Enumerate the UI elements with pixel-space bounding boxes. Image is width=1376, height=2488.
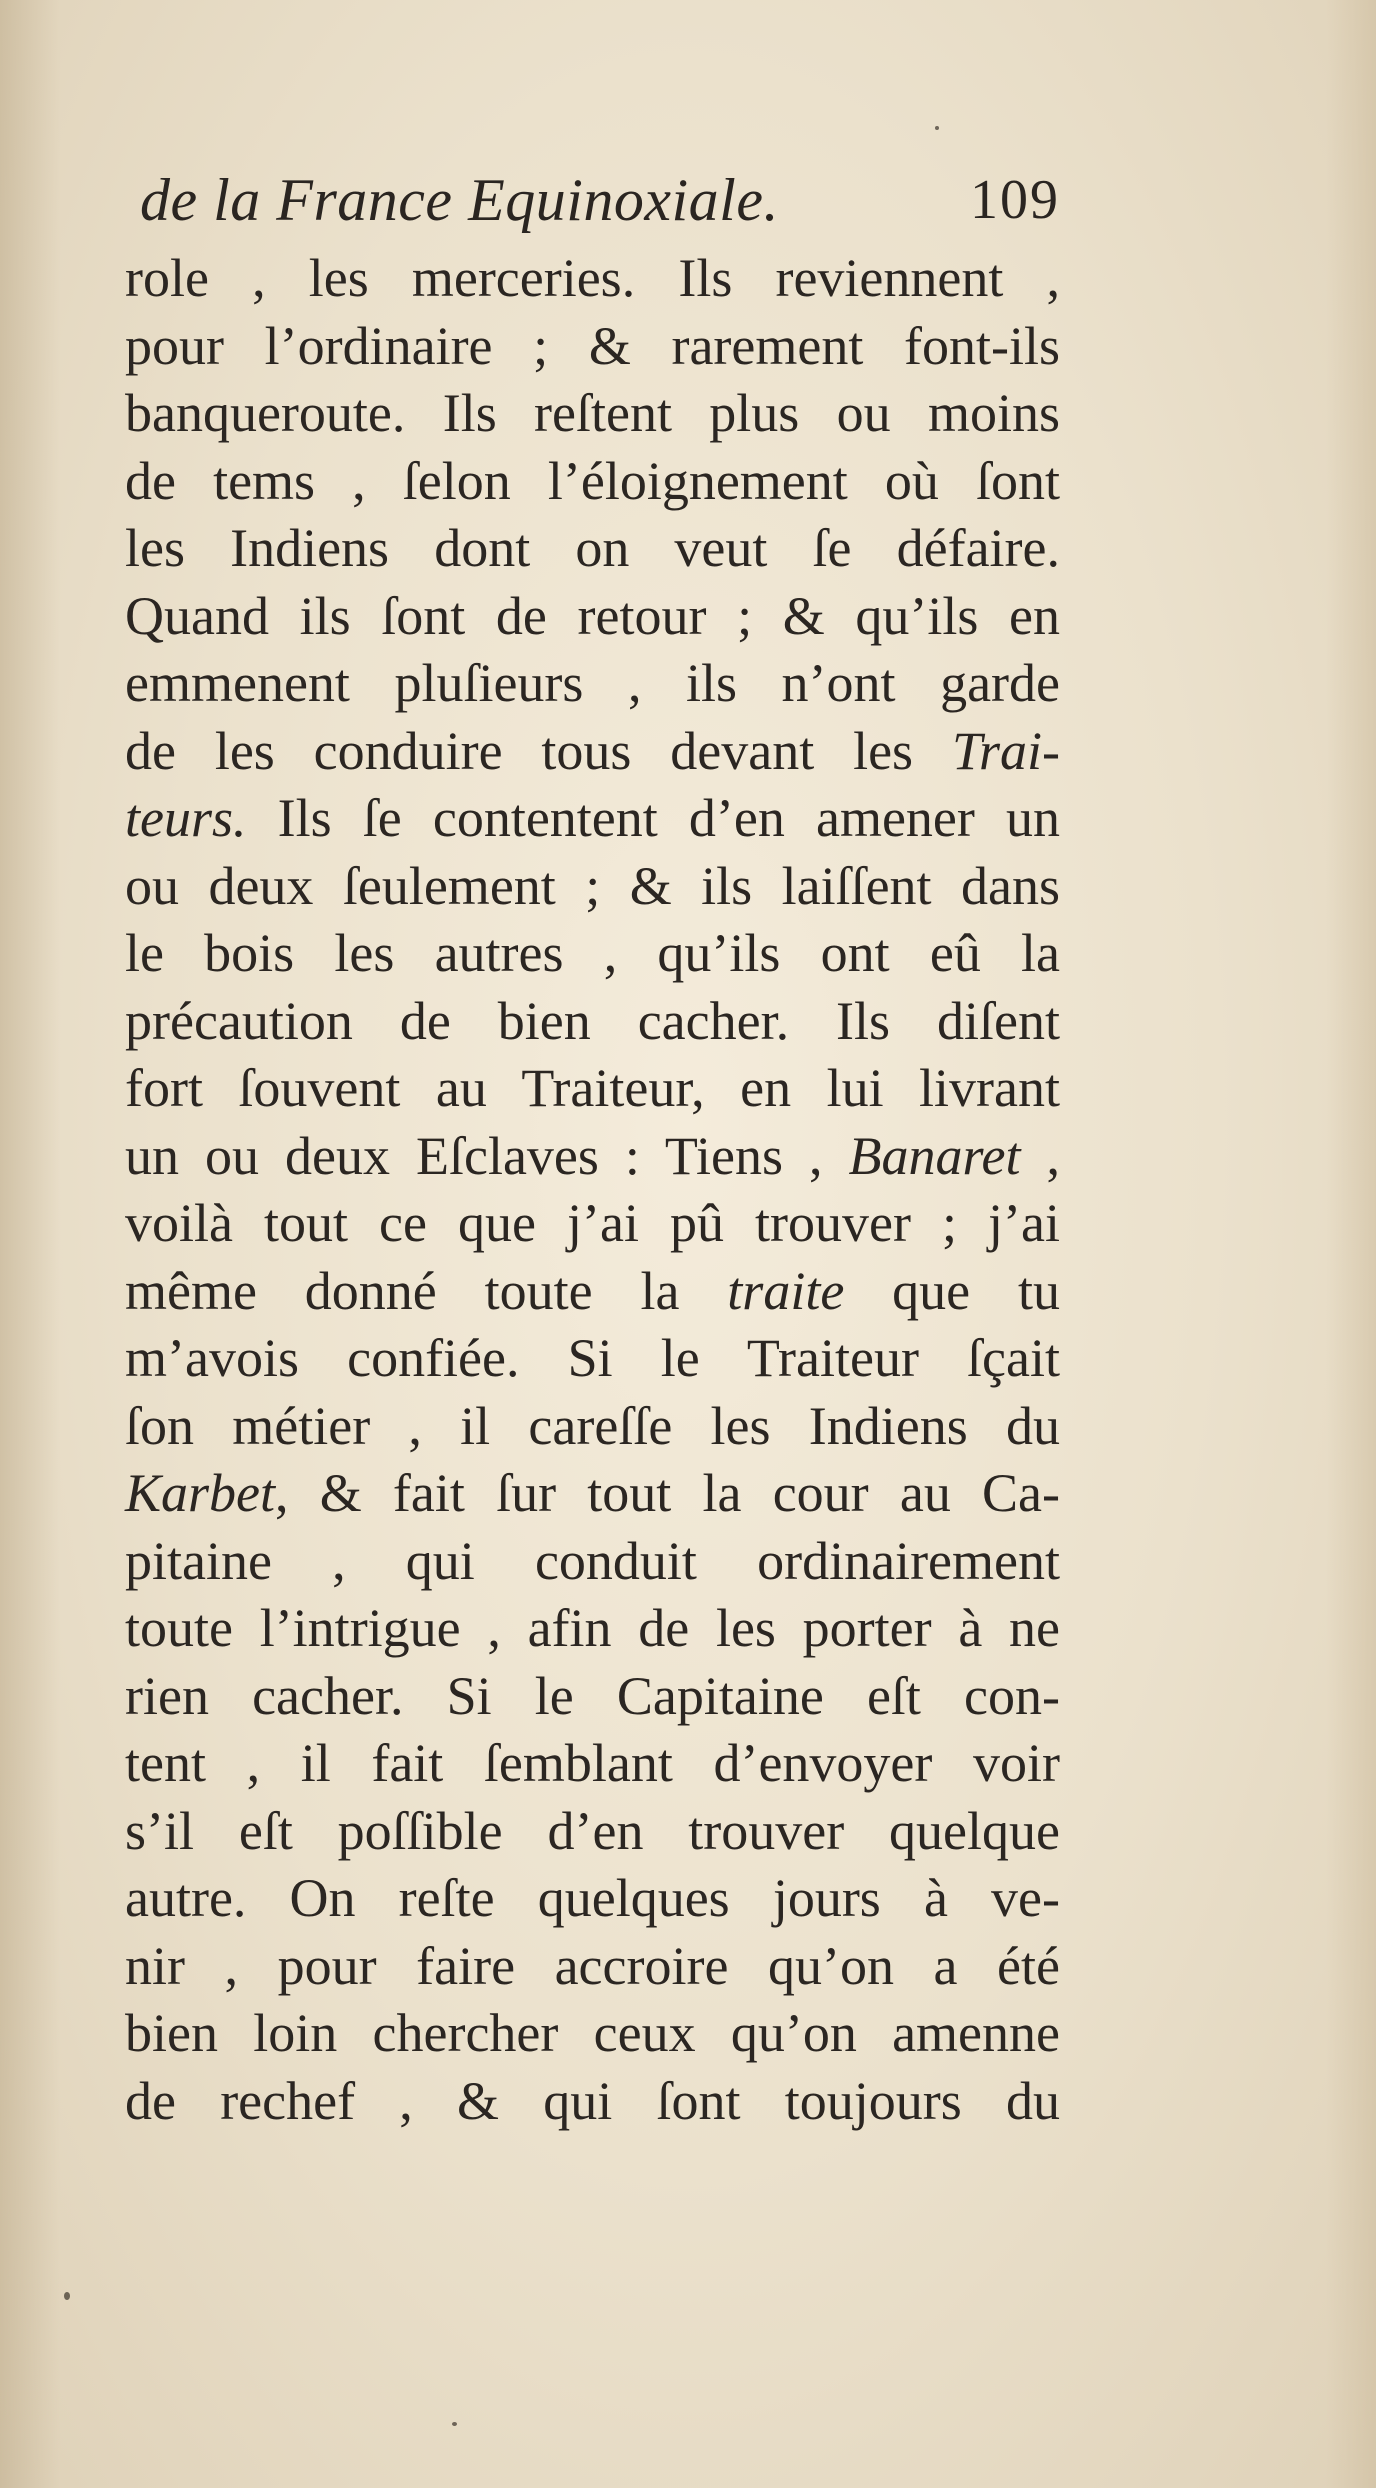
text-line [125, 1325, 1060, 1393]
text-line [125, 380, 1060, 448]
italic-run: traite [727, 1260, 845, 1321]
text-run: de rechef , & qui ſont toujours du [125, 2070, 1060, 2131]
text-line [125, 1663, 1060, 1731]
paper-speck [64, 2292, 70, 2300]
text-line [125, 785, 1060, 853]
text-line [125, 920, 1060, 988]
paper-speck [452, 2422, 457, 2426]
text-run: précaution de bien cacher. Ils diſent [125, 990, 1060, 1051]
text-run: nir , pour faire accroire qu’on a été [125, 1935, 1060, 1996]
text-line [125, 1933, 1060, 2001]
text-line [125, 1190, 1060, 1258]
text-run: fort ſouvent au Traiteur, en lui livrant [125, 1058, 1060, 1118]
text-line [125, 718, 1060, 786]
text-run: voilà tout ce que j’ai pû trouver ; j’ai [125, 1193, 1060, 1253]
text-line [125, 1258, 1060, 1326]
text-run: , [1020, 1125, 1061, 1186]
text-run: de les conduire tous devant les [125, 720, 952, 781]
text-run: s’il eſt poſſible d’en trouver quelque [125, 1800, 1060, 1861]
text-line [125, 1798, 1060, 1866]
text-line [125, 2000, 1060, 2068]
text-run: emmenent pluſieurs , ils n’ont garde [125, 653, 1060, 713]
text-run: tent , il fait ſemblant d’envoyer voir [125, 1733, 1060, 1793]
text-line [125, 1055, 1060, 1123]
text-run: Ils ſe contentent d’en amener un [246, 788, 1060, 848]
text-line [125, 245, 1060, 313]
text-line [125, 1528, 1060, 1596]
text-line [125, 1595, 1060, 1663]
text-run: les Indiens dont on veut ſe défaire. [125, 518, 1060, 578]
running-title: de la France Equinoxiale. [140, 167, 779, 233]
text-line [125, 1123, 1060, 1191]
text-run: de tems , ſelon l’éloignement où ſont [125, 450, 1060, 511]
text-run: pour l’ordinaire ; & rarement font-ils [125, 315, 1060, 376]
text-line [125, 1865, 1060, 1933]
text-line [125, 313, 1060, 381]
text-run: , & fait ſur tout la cour au Ca- [275, 1463, 1060, 1523]
page-number: 109 [970, 169, 1060, 231]
text-line [125, 1460, 1060, 1528]
text-run: Quand ils ſont de retour ; & qu’ils en [125, 585, 1060, 646]
text-run: un ou deux Eſclaves : Tiens , [125, 1125, 849, 1186]
text-run: m’avois confiée. Si le Traiteur ſçait [125, 1328, 1060, 1388]
text-run: pitaine , qui conduit ordinairement [125, 1530, 1060, 1591]
text-line [125, 853, 1060, 921]
text-line [125, 583, 1060, 651]
text-run: le bois les autres , qu’ils ont eû la [125, 923, 1060, 983]
text-run: autre. On reſte quelques jours à ve- [125, 1868, 1060, 1928]
text-run: toute l’intrigue , afin de les porter à ne [125, 1598, 1060, 1658]
text-line [125, 448, 1060, 516]
text-run: banqueroute. Ils reſtent plus ou moins [125, 383, 1060, 443]
italic-run: Karbet [125, 1463, 276, 1523]
text-line [125, 2068, 1060, 2136]
text-line [125, 515, 1060, 583]
italic-run: Banaret [848, 1125, 1021, 1186]
text-run: role , les merceries. Ils reviennent , [125, 248, 1060, 308]
text-line [125, 1730, 1060, 1798]
text-line [125, 988, 1060, 1056]
page-header [140, 160, 1060, 240]
text-line [125, 650, 1060, 718]
text-run: que tu [844, 1260, 1060, 1321]
text-run: ſon métier , il careſſe les Indiens du [125, 1395, 1060, 1456]
body-text [125, 245, 1060, 2135]
text-run: rien cacher. Si le Capitaine eſt con- [125, 1665, 1060, 1726]
text-run: bien loin chercher ceux qu’on amenne [125, 2003, 1060, 2063]
text-run: même donné toute la [125, 1260, 728, 1321]
paper-speck [935, 126, 939, 130]
italic-run: Trai- [951, 720, 1060, 781]
italic-run: teurs. [125, 788, 247, 848]
text-run: ou deux ſeulement ; & ils laiſſent dans [125, 855, 1060, 916]
text-line [125, 1393, 1060, 1461]
